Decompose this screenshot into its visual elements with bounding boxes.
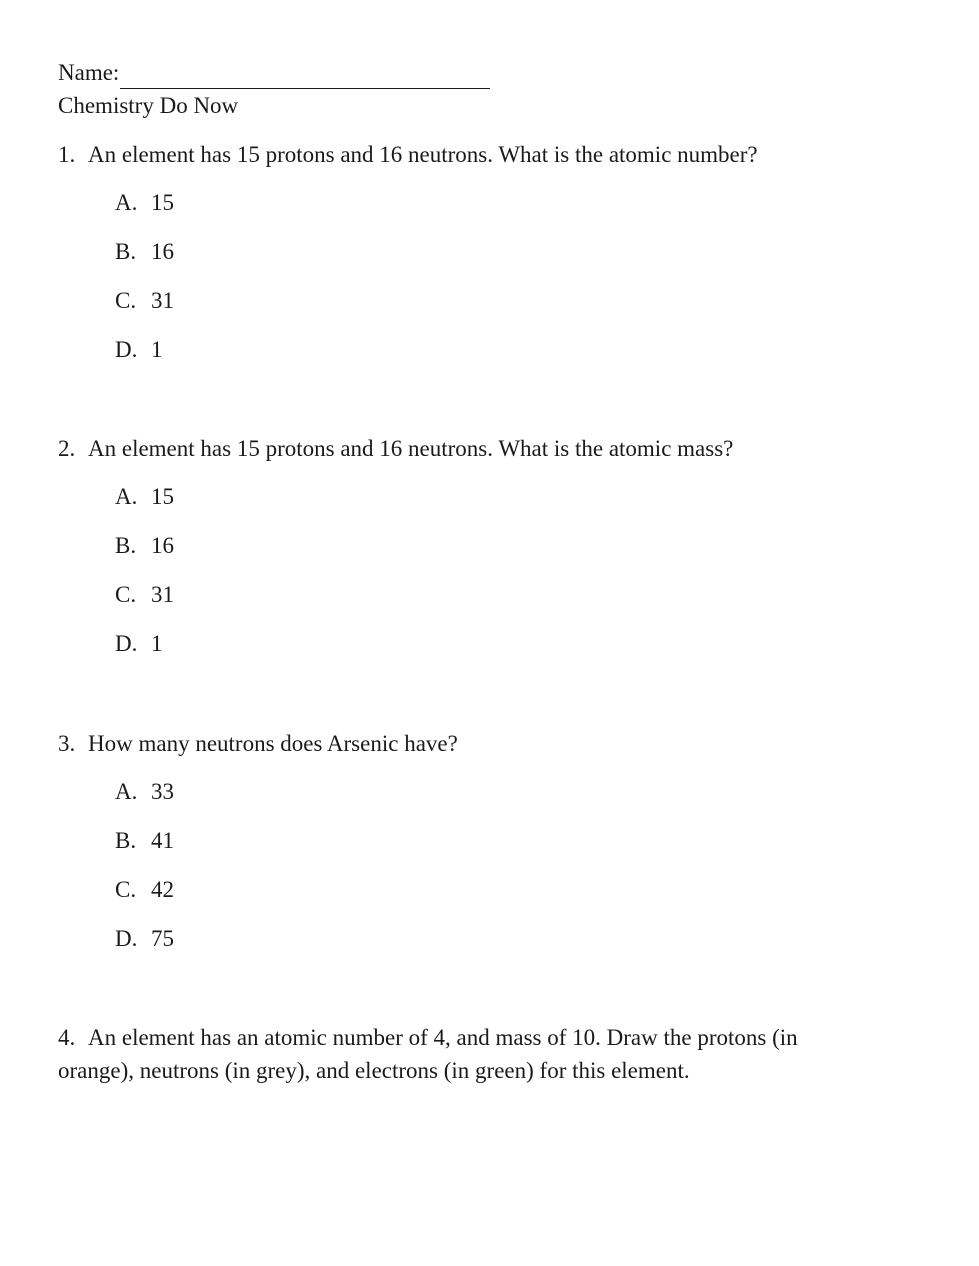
choice-letter: A. xyxy=(115,779,138,804)
choice-letter: B. xyxy=(115,828,137,853)
question-text: An element has 15 protons and 16 neutrons. What is the atomic number? xyxy=(88,142,758,167)
question-number: 2. xyxy=(58,436,76,461)
choice-letter: D. xyxy=(115,337,138,362)
question-3-choices xyxy=(115,775,174,971)
worksheet-title: Chemistry Do Now xyxy=(58,93,239,118)
name-blank-line[interactable] xyxy=(120,62,490,89)
choice-value: 31 xyxy=(151,288,174,313)
question-2-choices xyxy=(115,480,174,676)
choice-letter: D. xyxy=(115,926,138,951)
question-text: An element has 15 protons and 16 neutrons. What is the atomic mass? xyxy=(88,436,734,461)
choice-letter: B. xyxy=(115,239,137,264)
choice-value: 1 xyxy=(151,631,163,656)
choice-value: 16 xyxy=(151,239,174,264)
choice-letter: B. xyxy=(115,533,137,558)
choice-letter: C. xyxy=(115,288,137,313)
choice-value: 31 xyxy=(151,582,174,607)
question-text: How many neutrons does Arsenic have? xyxy=(88,731,458,756)
choice-value: 33 xyxy=(151,779,174,804)
choice-item[interactable] xyxy=(115,922,174,971)
question-number: 4. xyxy=(58,1025,76,1050)
choice-item[interactable] xyxy=(115,873,174,922)
choice-letter: D. xyxy=(115,631,138,656)
question-number: 3. xyxy=(58,731,76,756)
choice-letter: A. xyxy=(115,484,138,509)
choice-value: 75 xyxy=(151,926,174,951)
choice-item[interactable] xyxy=(115,186,174,235)
question-1 xyxy=(58,138,758,171)
choice-value: 15 xyxy=(151,190,174,215)
choice-letter: A. xyxy=(115,190,138,215)
choice-value: 41 xyxy=(151,828,174,853)
choice-item[interactable] xyxy=(115,333,174,382)
choice-value: 1 xyxy=(151,337,163,362)
question-3 xyxy=(58,727,458,760)
question-1-choices xyxy=(115,186,174,382)
choice-letter: C. xyxy=(115,582,137,607)
choice-item[interactable] xyxy=(115,824,174,873)
name-row xyxy=(58,56,490,89)
choice-item[interactable] xyxy=(115,578,174,627)
choice-letter: C. xyxy=(115,877,137,902)
choice-item[interactable] xyxy=(115,775,174,824)
name-label: Name: xyxy=(58,60,120,85)
choice-item[interactable] xyxy=(115,235,174,284)
choice-value: 15 xyxy=(151,484,174,509)
question-number: 1. xyxy=(58,142,76,167)
question-4 xyxy=(58,1021,878,1087)
choice-item[interactable] xyxy=(115,529,174,578)
choice-item[interactable] xyxy=(115,627,174,676)
choice-item[interactable] xyxy=(115,480,174,529)
choice-value: 16 xyxy=(151,533,174,558)
choice-item[interactable] xyxy=(115,284,174,333)
question-text: An element has an atomic number of 4, and mass of 10. Draw the protons (in orange), neutrons (in grey), and electrons (in green) for this element. xyxy=(58,1025,798,1083)
question-2 xyxy=(58,432,733,465)
choice-value: 42 xyxy=(151,877,174,902)
